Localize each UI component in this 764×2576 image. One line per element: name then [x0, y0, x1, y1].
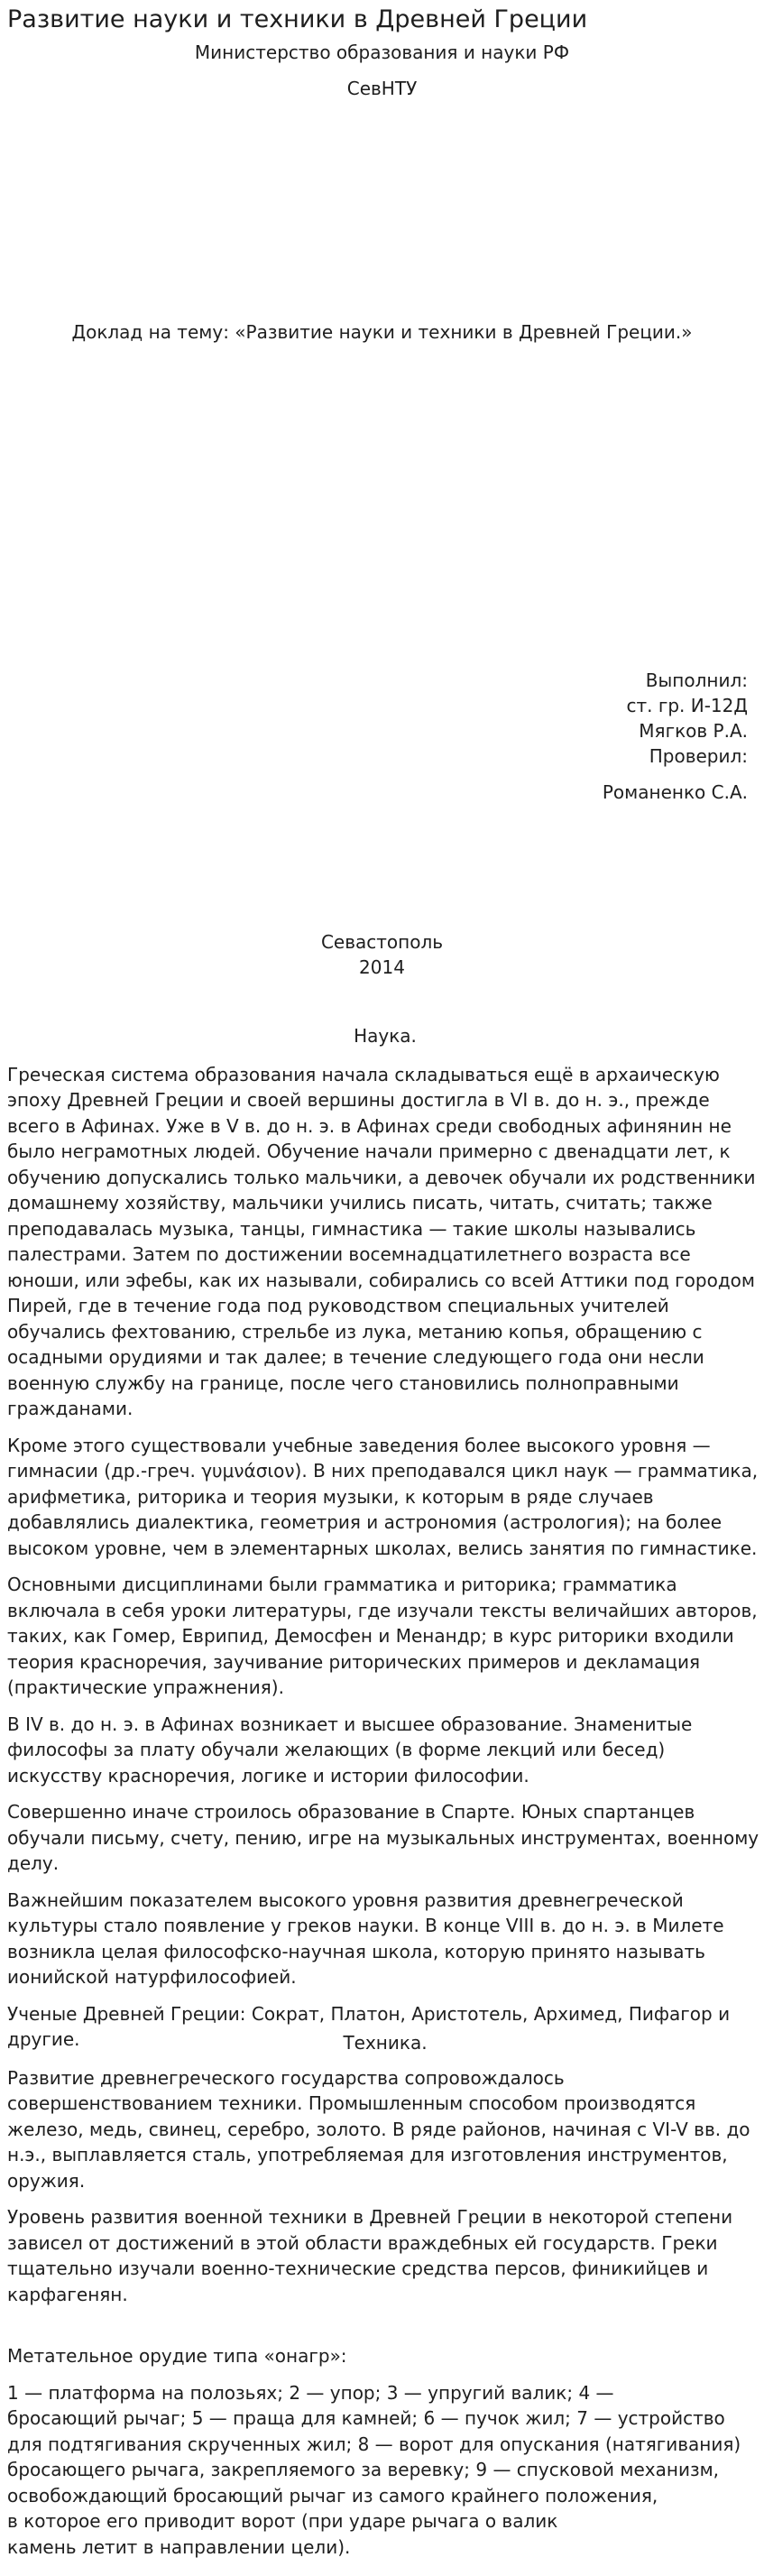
onager-title: Метательное орудие типа «онагр»:	[7, 2345, 347, 2367]
technique-paragraph-1: Развитие древнегреческого государства сопровождалось совершенствованием техники. Промышленным способом производятся железо, медь, свинец, серебро, золото. В ряде районов, начиная с VI-V вв. до н.э., выплавляется сталь, употребляемая для изготовления инструментов, оружия.	[7, 2066, 750, 2192]
ministry-line: Министерство образования и науки РФ	[194, 42, 570, 63]
group-label: ст. гр. И-12Д	[626, 695, 748, 716]
document-title: Развитие науки и техники в Древней Греции	[7, 5, 588, 33]
onager-line-6: в которое его приводит ворот (при ударе рычага о валик	[7, 2510, 558, 2532]
science-paragraph-6: Важнейшим показателем высокого уровня развития древнегреческой культуры стало появление у греков науки. В конце VIII в. до н. э. в Милете возникла целая философско-научная школа, которую принято называть ионийской натурфилософией.	[7, 1888, 724, 1988]
technique-paragraph-2: Уровень развития военной техники в Древней Греции в некоторой степени зависел от достижений в этой области враждебных ей государств. Греки тщательно изучали военно-технические средства персов, финикийцев и карфагенян.	[7, 2206, 733, 2305]
report-topic: Доклад на тему: «Развитие науки и техники в Древней Греции.»	[71, 321, 693, 343]
onager-line-3: для подтягивания скрученных жил; 8 — ворот для опускания (натягивания)	[7, 2433, 741, 2455]
onager-line-1: 1 — платформа на полозьях; 2 — упор; 3 — упругий валик; 4 —	[7, 2381, 614, 2404]
checked-label: Проверил:	[649, 745, 748, 767]
onager-line-7: камень летит в направлении цели).	[7, 2535, 351, 2558]
year-line: 2014	[359, 956, 405, 978]
science-section	[7, 1023, 763, 2064]
author-name: Мягков Р.А.	[639, 720, 748, 742]
author-block	[603, 668, 748, 805]
science-paragraph-4: В IV в. до н. э. в Афинах возникает и высшее образование. Знаменитые философы за плату обучали желающих (в форме лекций или бесед) искусству красноречия, логике и истории философии.	[7, 1713, 693, 1787]
science-paragraph-2: Кроме этого существовали учебные заведения более высокого уровня — гимнасии (др.-греч. γυμνάσιον). В них преподавался цикл наук — грамматика, арифметика, риторика и теория музыки, к которым в ряде случаев добавлялись диалектика, геометрия и астрономия (астрология); на более высоком уровне, чем в элементарных школах, велись занятия по гимнастике.	[7, 1434, 759, 1559]
science-paragraph-1: Греческая система образования начала складываться ещё в архаическую эпоху Древней Греции и своей вершины достигла в VI в. до н. э., прежде всего в Афинах. Уже в V в. до н. э. в Афинах среди свободных афинянин не было неграмотных людей. Обучение начали примерно с двенадцати лет, к обучению допускались только мальчики, а девочек обучали их родственники домашнему хозяйству, мальчики учились писать, читать, считать; также преподавалась музыка, танцы, гимнастика — такие школы назывались палестрами. Затем по достижении восемнадцатилетнего возраста все юноши, или эфебы, как их называли, собирались со всей Аттики под городом Пирей, где в течение года под руководством специальных учителей обучались фехтованию, стрельбе из лука, метанию копья, обращению с осадными орудиями и так далее; в течение следующего года они несли военную службу на границе, после чего становились полноправными гражданами.	[7, 1063, 756, 1419]
onager-line-4: бросающего рычага, закрепляемого за веревку; 9 — спусковой механизм,	[7, 2459, 720, 2480]
technique-heading: Техника.	[343, 2032, 428, 2054]
city-line: Севастополь	[320, 931, 444, 953]
science-heading: Наука.	[354, 1025, 417, 1047]
university-line: СевНТУ	[346, 78, 418, 99]
checker-name: Романенко С.А.	[602, 781, 748, 803]
science-paragraph-5: Совершенно иначе строилось образование в Спарте. Юных спартанцев обучали письму, счету, пению, игре на музыкальных инструментах, военному делу.	[7, 1801, 759, 1874]
performed-label: Выполнил:	[645, 669, 748, 691]
technique-section	[7, 2030, 763, 2560]
onager-line-5: освобождающий бросающий рычаг из самого крайнего положения,	[7, 2484, 658, 2507]
onager-legend	[7, 2380, 763, 2561]
science-paragraph-3: Основными дисциплинами были грамматика и риторика; грамматика включала в себя уроки литературы, где изучали тексты величайших авторов, таких, как Гомер, Еврипид, Демосфен и Менандр; в курс риторики входили теория красноречия, заучивание риторических примеров и декламация (практические упражнения).	[7, 1574, 758, 1698]
onager-line-2: бросающий рычаг; 5 — праща для камней; 6 — пучок жил; 7 — устройство	[7, 2407, 725, 2429]
science-paragraph-7: Ученые Древней Греции: Сократ, Платон, Аристотель, Архимед, Пифагор и другие.	[7, 2002, 731, 2050]
